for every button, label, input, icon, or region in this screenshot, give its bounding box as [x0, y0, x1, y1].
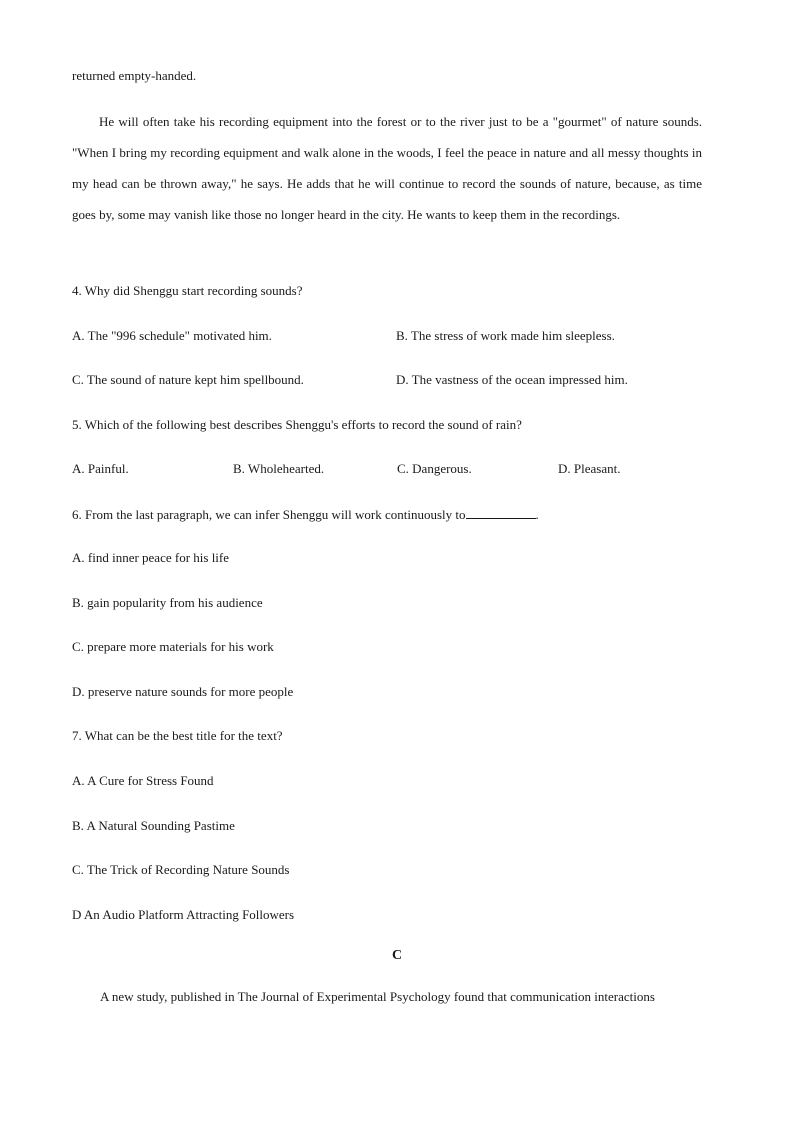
question-4-option-a: A. The "996 schedule" motivated him. — [72, 328, 272, 343]
answer-blank — [466, 506, 536, 519]
question-7-option-a: A. A Cure for Stress Found — [72, 773, 214, 788]
question-4-option-c: C. The sound of nature kept him spellbound. — [72, 372, 304, 387]
question-7-option-b: B. A Natural Sounding Pastime — [72, 818, 235, 833]
question-6-stem-text: 6. From the last paragraph, we can infer Shenggu will work continuously to — [72, 507, 466, 522]
question-7-stem: 7. What can be the best title for the text? — [72, 728, 283, 743]
passage-paragraph-text: He will often take his recording equipment into the forest or to the river just to be a "gourmet" of nature sounds. "When I bring my recording equipment and walk alone in the woods, I feel the peace in nature and all messy thoughts in my head can be thrown away," he says. He adds that he will continue to record the sounds of nature, because, as time goes by, some may vanish like those no longer heard in the city. He wants to keep them in the recordings. — [72, 114, 702, 222]
question-6-option-d: D. preserve nature sounds for more people — [72, 684, 294, 699]
question-5-option-d: D. Pleasant. — [558, 461, 621, 476]
passage-fragment: returned empty-handed. — [72, 68, 197, 83]
question-6-stem-end: . — [535, 507, 539, 522]
question-7-option-c: C. The Trick of Recording Nature Sounds — [72, 862, 290, 877]
section-letter-c: C — [391, 948, 403, 963]
question-7-option-d: D An Audio Platform Attracting Followers — [72, 907, 295, 922]
question-6-option-a: A. find inner peace for his life — [72, 550, 230, 565]
question-6-option-c: C. prepare more materials for his work — [72, 639, 274, 654]
question-4-option-b: B. The stress of work made him sleepless. — [396, 328, 615, 343]
question-5-option-c: C. Dangerous. — [397, 461, 472, 476]
question-6-stem — [72, 506, 539, 523]
question-5-option-b: B. Wholehearted. — [233, 461, 325, 476]
question-5-stem: 5. Which of the following best describes Shenggu's efforts to record the sound of rain? — [72, 417, 522, 432]
question-6-option-b: B. gain popularity from his audience — [72, 595, 263, 610]
question-4-stem: 4. Why did Shenggu start recording sounds? — [72, 283, 303, 298]
question-5-option-a: A. Painful. — [72, 461, 129, 476]
question-4-option-d: D. The vastness of the ocean impressed him. — [396, 372, 628, 387]
passage-c-first-line: A new study, published in The Journal of Experimental Psychology found that communication interactions — [100, 989, 655, 1004]
passage-paragraph — [72, 106, 702, 230]
